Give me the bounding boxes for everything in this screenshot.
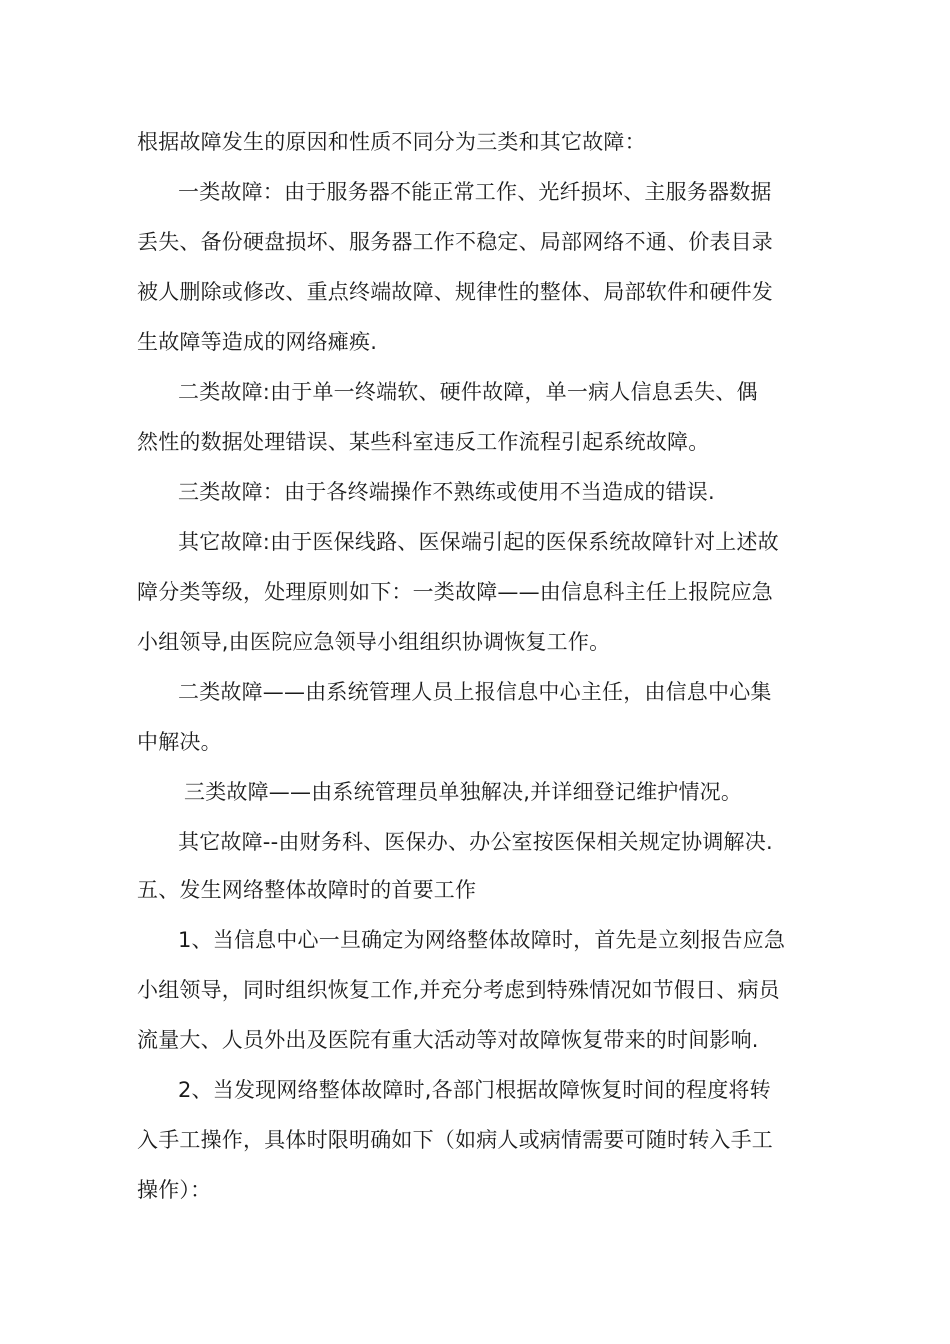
text-line: 被人删除或修改、重点终端故障、规律性的整体、局部软件和硬件发: [137, 280, 773, 304]
text-line-other-start: 其它故障:由于医保线路、医保端引起的医保系统故障针对上述故: [178, 530, 779, 554]
text-line: 中解决。: [137, 730, 222, 754]
text-line: 丢失、备份硬盘损坏、服务器工作不稳定、局部网络不通、价表目录: [137, 230, 773, 254]
text-line: 流量大、人员外出及医院有重大活动等对故障恢复带来的时间影响.: [137, 1028, 759, 1052]
text-line: 障分类等级，处理原则如下：一类故障——由信息科主任上报院应急: [137, 580, 773, 604]
text-line-class3: 三类故障：由于各终端操作不熟练或使用不当造成的错误.: [178, 480, 715, 504]
text-line: 生故障等造成的网络瘫痪.: [137, 330, 378, 354]
text-line: 然性的数据处理错误、某些科室违反工作流程引起系统故障。: [137, 430, 710, 454]
section-heading: 五、发生网络整体故障时的首要工作: [137, 878, 477, 902]
text-line-class2-start: 二类故障:由于单一终端软、硬件故障，单一病人信息丢失、偶: [178, 380, 758, 404]
text-line-item2-start: 2、当发现网络整体故障时,各部门根据故障恢复时间的程度将转: [178, 1078, 771, 1102]
text-line-intro: 根据故障发生的原因和性质不同分为三类和其它故障：: [137, 130, 646, 154]
text-line: 入手工操作，具体时限明确如下（如病人或病情需要可随时转入手工: [137, 1128, 773, 1152]
text-line: 操作）：: [137, 1178, 212, 1202]
text-line-other-handling: 其它故障--由财务科、医保办、办公室按医保相关规定协调解决.: [178, 830, 773, 854]
text-line-item1-start: 1、当信息中心一旦确定为网络整体故障时，首先是立刻报告应急: [178, 928, 786, 952]
text-line-class1-start: 一类故障：由于服务器不能正常工作、光纤损坏、主服务器数据: [178, 180, 772, 204]
text-line: 小组领导，同时组织恢复工作,并充分考虑到特殊情况如节假日、病员: [137, 978, 780, 1002]
text-line-class3-handling: 三类故障——由系统管理员单独解决,并详细登记维护情况。: [184, 780, 743, 804]
text-line-class2-handling: 二类故障——由系统管理人员上报信息中心主任，由信息中心集: [178, 680, 772, 704]
text-line: 小组领导,由医院应急领导小组组织协调恢复工作。: [137, 630, 611, 654]
